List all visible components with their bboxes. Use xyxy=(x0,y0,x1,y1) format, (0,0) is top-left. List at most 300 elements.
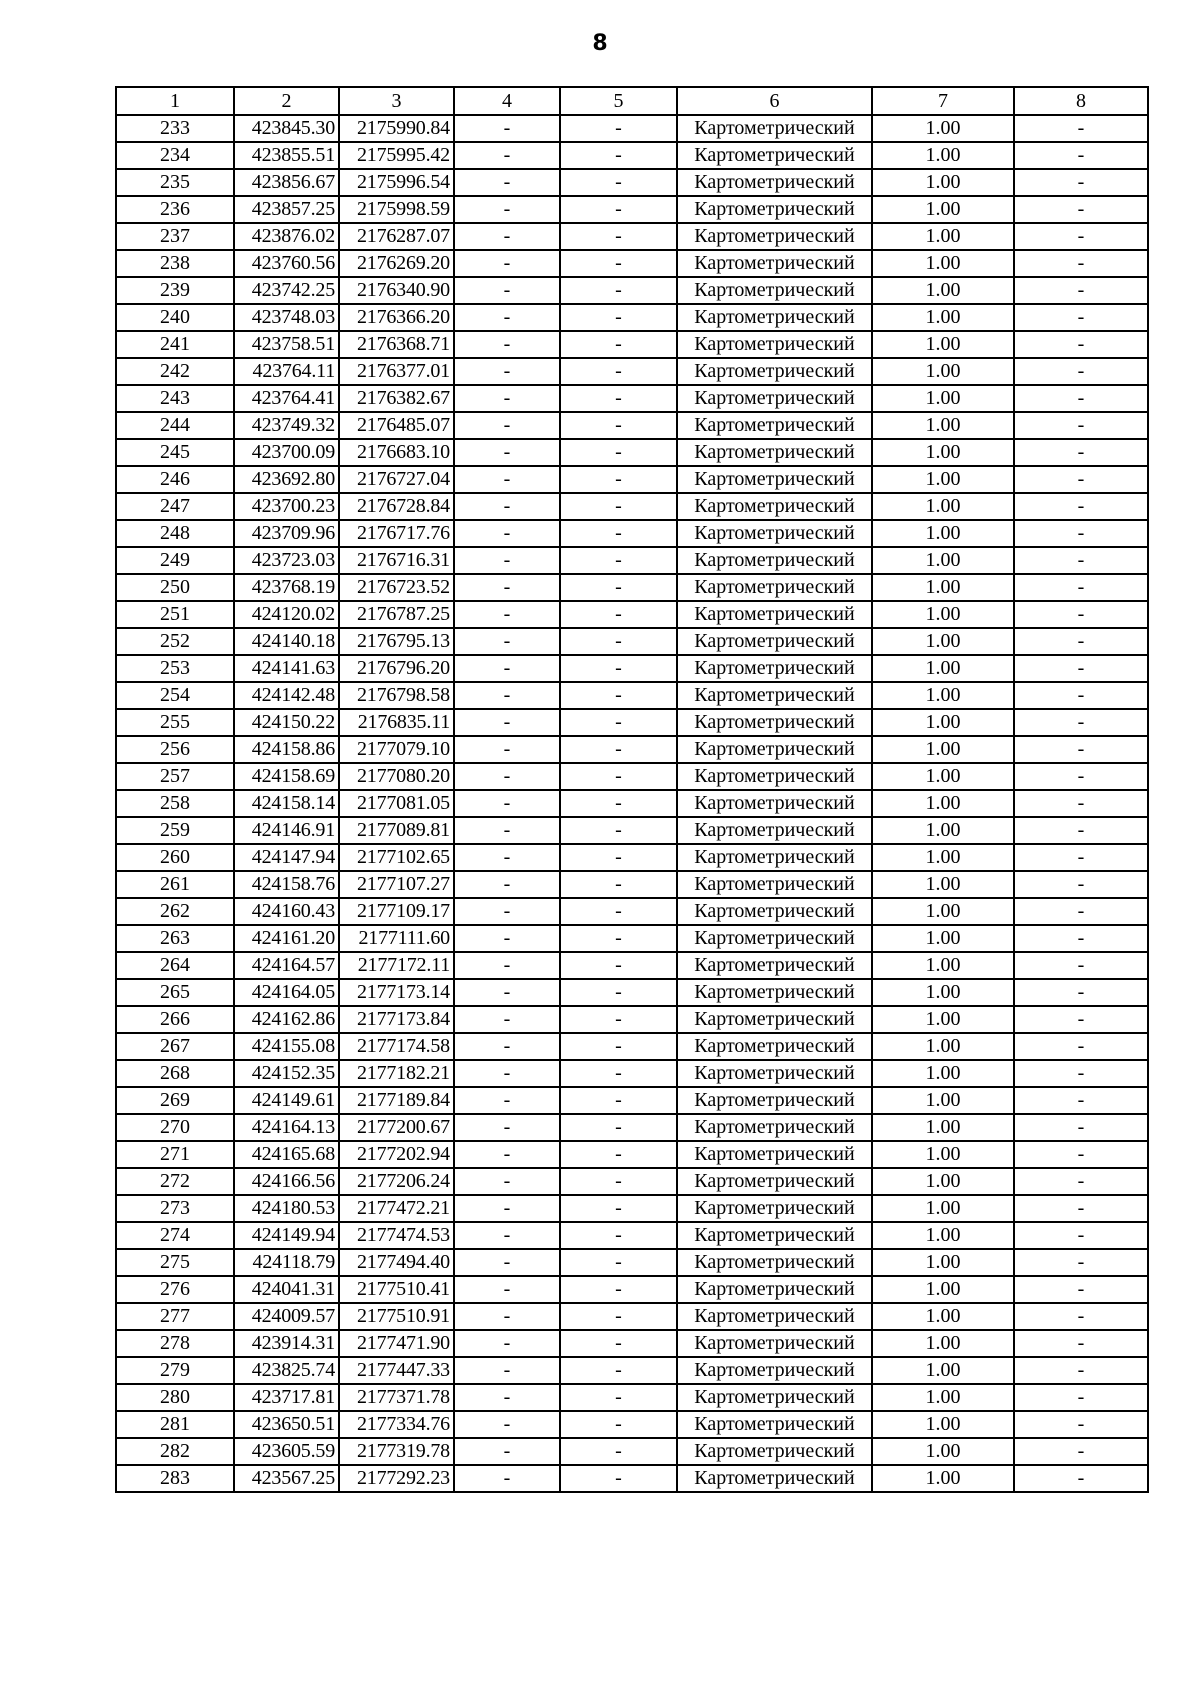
column-8-cell: - xyxy=(1014,520,1148,547)
accuracy-cell: 1.00 xyxy=(872,1006,1014,1033)
y-coordinate-cell: 2177494.40 xyxy=(339,1249,454,1276)
column-8-cell: - xyxy=(1014,601,1148,628)
method-cell: Картометрический xyxy=(677,898,872,925)
method-cell: Картометрический xyxy=(677,142,872,169)
x-coordinate-cell: 423876.02 xyxy=(234,223,339,250)
y-coordinate-cell: 2176368.71 xyxy=(339,331,454,358)
column-5-cell: - xyxy=(560,1357,677,1384)
point-number-cell: 243 xyxy=(116,385,234,412)
y-coordinate-cell: 2175998.59 xyxy=(339,196,454,223)
column-8-cell: - xyxy=(1014,1060,1148,1087)
column-5-cell: - xyxy=(560,169,677,196)
table-row xyxy=(116,196,1148,223)
y-coordinate-cell: 2176340.90 xyxy=(339,277,454,304)
column-5-cell: - xyxy=(560,358,677,385)
point-number-cell: 257 xyxy=(116,763,234,790)
table-row xyxy=(116,979,1148,1006)
y-coordinate-cell: 2176795.13 xyxy=(339,628,454,655)
accuracy-cell: 1.00 xyxy=(872,628,1014,655)
column-4-cell: - xyxy=(454,1303,560,1330)
column-5-cell: - xyxy=(560,223,677,250)
point-number-cell: 248 xyxy=(116,520,234,547)
y-coordinate-cell: 2177202.94 xyxy=(339,1141,454,1168)
column-4-cell: - xyxy=(454,1276,560,1303)
y-coordinate-cell: 2177447.33 xyxy=(339,1357,454,1384)
column-4-cell: - xyxy=(454,250,560,277)
column-8-cell: - xyxy=(1014,223,1148,250)
accuracy-cell: 1.00 xyxy=(872,1438,1014,1465)
table-row xyxy=(116,1276,1148,1303)
table-row xyxy=(116,250,1148,277)
accuracy-cell: 1.00 xyxy=(872,331,1014,358)
x-coordinate-cell: 424164.13 xyxy=(234,1114,339,1141)
y-coordinate-cell: 2176269.20 xyxy=(339,250,454,277)
y-coordinate-cell: 2176835.11 xyxy=(339,709,454,736)
column-8-cell: - xyxy=(1014,1141,1148,1168)
column-4-cell: - xyxy=(454,1087,560,1114)
column-4-cell: - xyxy=(454,1465,560,1492)
y-coordinate-cell: 2176382.67 xyxy=(339,385,454,412)
column-4-cell: - xyxy=(454,1195,560,1222)
y-coordinate-cell: 2176377.01 xyxy=(339,358,454,385)
y-coordinate-cell: 2177111.60 xyxy=(339,925,454,952)
accuracy-cell: 1.00 xyxy=(872,385,1014,412)
column-4-cell: - xyxy=(454,493,560,520)
column-8-cell: - xyxy=(1014,196,1148,223)
column-8-cell: - xyxy=(1014,655,1148,682)
y-coordinate-cell: 2177089.81 xyxy=(339,817,454,844)
point-number-cell: 251 xyxy=(116,601,234,628)
column-4-cell: - xyxy=(454,925,560,952)
column-5-cell: - xyxy=(560,1303,677,1330)
point-number-cell: 267 xyxy=(116,1033,234,1060)
x-coordinate-cell: 423748.03 xyxy=(234,304,339,331)
x-coordinate-cell: 423700.09 xyxy=(234,439,339,466)
table-row xyxy=(116,385,1148,412)
point-number-cell: 233 xyxy=(116,115,234,142)
point-number-cell: 245 xyxy=(116,439,234,466)
column-8-cell: - xyxy=(1014,547,1148,574)
accuracy-cell: 1.00 xyxy=(872,1465,1014,1492)
accuracy-cell: 1.00 xyxy=(872,709,1014,736)
column-5-cell: - xyxy=(560,115,677,142)
column-5-cell: - xyxy=(560,385,677,412)
column-8-cell: - xyxy=(1014,358,1148,385)
point-number-cell: 283 xyxy=(116,1465,234,1492)
accuracy-cell: 1.00 xyxy=(872,1357,1014,1384)
accuracy-cell: 1.00 xyxy=(872,196,1014,223)
method-cell: Картометрический xyxy=(677,1411,872,1438)
column-8-cell: - xyxy=(1014,1168,1148,1195)
method-cell: Картометрический xyxy=(677,466,872,493)
point-number-cell: 269 xyxy=(116,1087,234,1114)
column-5-cell: - xyxy=(560,412,677,439)
point-number-cell: 265 xyxy=(116,979,234,1006)
accuracy-cell: 1.00 xyxy=(872,817,1014,844)
accuracy-cell: 1.00 xyxy=(872,1087,1014,1114)
x-coordinate-cell: 424149.61 xyxy=(234,1087,339,1114)
table-row xyxy=(116,439,1148,466)
method-cell: Картометрический xyxy=(677,223,872,250)
column-8-cell: - xyxy=(1014,1357,1148,1384)
method-cell: Картометрический xyxy=(677,277,872,304)
column-8-cell: - xyxy=(1014,628,1148,655)
method-cell: Картометрический xyxy=(677,1438,872,1465)
table-row xyxy=(116,628,1148,655)
table-row xyxy=(116,466,1148,493)
table-row xyxy=(116,115,1148,142)
accuracy-cell: 1.00 xyxy=(872,412,1014,439)
point-number-cell: 247 xyxy=(116,493,234,520)
y-coordinate-cell: 2176796.20 xyxy=(339,655,454,682)
column-5-cell: - xyxy=(560,1006,677,1033)
table-row xyxy=(116,277,1148,304)
accuracy-cell: 1.00 xyxy=(872,493,1014,520)
accuracy-cell: 1.00 xyxy=(872,763,1014,790)
column-5-cell: - xyxy=(560,493,677,520)
column-5-cell: - xyxy=(560,628,677,655)
table-row xyxy=(116,1033,1148,1060)
table-row xyxy=(116,223,1148,250)
column-4-cell: - xyxy=(454,1384,560,1411)
column-8-cell: - xyxy=(1014,304,1148,331)
y-coordinate-cell: 2176717.76 xyxy=(339,520,454,547)
column-4-cell: - xyxy=(454,277,560,304)
accuracy-cell: 1.00 xyxy=(872,1249,1014,1276)
method-cell: Картометрический xyxy=(677,844,872,871)
x-coordinate-cell: 424146.91 xyxy=(234,817,339,844)
column-5-cell: - xyxy=(560,1222,677,1249)
accuracy-cell: 1.00 xyxy=(872,1168,1014,1195)
column-4-cell: - xyxy=(454,304,560,331)
method-cell: Картометрический xyxy=(677,520,872,547)
x-coordinate-cell: 423760.56 xyxy=(234,250,339,277)
column-8-cell: - xyxy=(1014,169,1148,196)
method-cell: Картометрический xyxy=(677,547,872,574)
y-coordinate-cell: 2177172.11 xyxy=(339,952,454,979)
column-5-cell: - xyxy=(560,1114,677,1141)
point-number-cell: 256 xyxy=(116,736,234,763)
accuracy-cell: 1.00 xyxy=(872,1384,1014,1411)
column-8-cell: - xyxy=(1014,1114,1148,1141)
y-coordinate-cell: 2176798.58 xyxy=(339,682,454,709)
point-number-cell: 277 xyxy=(116,1303,234,1330)
table-row xyxy=(116,169,1148,196)
table-row xyxy=(116,331,1148,358)
accuracy-cell: 1.00 xyxy=(872,1222,1014,1249)
column-4-cell: - xyxy=(454,466,560,493)
method-cell: Картометрический xyxy=(677,1114,872,1141)
table-row xyxy=(116,736,1148,763)
table-row xyxy=(116,790,1148,817)
column-8-cell: - xyxy=(1014,736,1148,763)
x-coordinate-cell: 423709.96 xyxy=(234,520,339,547)
point-number-cell: 254 xyxy=(116,682,234,709)
column-8-cell: - xyxy=(1014,115,1148,142)
table-row xyxy=(116,1249,1148,1276)
method-cell: Картометрический xyxy=(677,574,872,601)
accuracy-cell: 1.00 xyxy=(872,1195,1014,1222)
y-coordinate-cell: 2177102.65 xyxy=(339,844,454,871)
column-4-cell: - xyxy=(454,520,560,547)
x-coordinate-cell: 424158.69 xyxy=(234,763,339,790)
point-number-cell: 252 xyxy=(116,628,234,655)
x-coordinate-cell: 424161.20 xyxy=(234,925,339,952)
method-cell: Картометрический xyxy=(677,439,872,466)
y-coordinate-cell: 2177292.23 xyxy=(339,1465,454,1492)
method-cell: Картометрический xyxy=(677,763,872,790)
accuracy-cell: 1.00 xyxy=(872,952,1014,979)
column-5-cell: - xyxy=(560,871,677,898)
table-row xyxy=(116,547,1148,574)
column-4-cell: - xyxy=(454,682,560,709)
point-number-cell: 281 xyxy=(116,1411,234,1438)
accuracy-cell: 1.00 xyxy=(872,250,1014,277)
point-number-cell: 270 xyxy=(116,1114,234,1141)
column-8-cell: - xyxy=(1014,1033,1148,1060)
column-4-cell: - xyxy=(454,655,560,682)
y-coordinate-cell: 2177174.58 xyxy=(339,1033,454,1060)
column-5-cell: - xyxy=(560,520,677,547)
x-coordinate-cell: 423768.19 xyxy=(234,574,339,601)
accuracy-cell: 1.00 xyxy=(872,1114,1014,1141)
column-5-cell: - xyxy=(560,1033,677,1060)
point-number-cell: 238 xyxy=(116,250,234,277)
accuracy-cell: 1.00 xyxy=(872,142,1014,169)
column-5-cell: - xyxy=(560,547,677,574)
x-coordinate-cell: 424165.68 xyxy=(234,1141,339,1168)
x-coordinate-cell: 423825.74 xyxy=(234,1357,339,1384)
column-4-cell: - xyxy=(454,358,560,385)
method-cell: Картометрический xyxy=(677,196,872,223)
accuracy-cell: 1.00 xyxy=(872,1060,1014,1087)
method-cell: Картометрический xyxy=(677,655,872,682)
column-8-cell: - xyxy=(1014,1384,1148,1411)
table-row xyxy=(116,952,1148,979)
method-cell: Картометрический xyxy=(677,682,872,709)
column-4-cell: - xyxy=(454,844,560,871)
x-coordinate-cell: 424164.05 xyxy=(234,979,339,1006)
column-5-cell: - xyxy=(560,1465,677,1492)
column-5-cell: - xyxy=(560,142,677,169)
method-cell: Картометрический xyxy=(677,871,872,898)
point-number-cell: 263 xyxy=(116,925,234,952)
y-coordinate-cell: 2177200.67 xyxy=(339,1114,454,1141)
method-cell: Картометрический xyxy=(677,736,872,763)
point-number-cell: 282 xyxy=(116,1438,234,1465)
x-coordinate-cell: 424141.63 xyxy=(234,655,339,682)
column-4-cell: - xyxy=(454,142,560,169)
x-coordinate-cell: 423692.80 xyxy=(234,466,339,493)
x-coordinate-cell: 424164.57 xyxy=(234,952,339,979)
table-row xyxy=(116,1438,1148,1465)
method-cell: Картометрический xyxy=(677,1168,872,1195)
column-8-cell: - xyxy=(1014,682,1148,709)
column-8-cell: - xyxy=(1014,331,1148,358)
column-5-cell: - xyxy=(560,1249,677,1276)
y-coordinate-cell: 2177081.05 xyxy=(339,790,454,817)
column-header: 3 xyxy=(339,87,454,115)
x-coordinate-cell: 424041.31 xyxy=(234,1276,339,1303)
point-number-cell: 278 xyxy=(116,1330,234,1357)
column-5-cell: - xyxy=(560,574,677,601)
column-4-cell: - xyxy=(454,628,560,655)
table-row xyxy=(116,1330,1148,1357)
table-row xyxy=(116,871,1148,898)
column-4-cell: - xyxy=(454,790,560,817)
method-cell: Картометрический xyxy=(677,1006,872,1033)
column-4-cell: - xyxy=(454,1330,560,1357)
method-cell: Картометрический xyxy=(677,925,872,952)
column-8-cell: - xyxy=(1014,1438,1148,1465)
point-number-cell: 272 xyxy=(116,1168,234,1195)
table-row xyxy=(116,709,1148,736)
accuracy-cell: 1.00 xyxy=(872,1411,1014,1438)
method-cell: Картометрический xyxy=(677,493,872,520)
y-coordinate-cell: 2177334.76 xyxy=(339,1411,454,1438)
column-4-cell: - xyxy=(454,115,560,142)
column-4-cell: - xyxy=(454,547,560,574)
column-5-cell: - xyxy=(560,682,677,709)
table-row xyxy=(116,1195,1148,1222)
method-cell: Картометрический xyxy=(677,1357,872,1384)
point-number-cell: 241 xyxy=(116,331,234,358)
column-4-cell: - xyxy=(454,898,560,925)
method-cell: Картометрический xyxy=(677,1222,872,1249)
column-8-cell: - xyxy=(1014,1087,1148,1114)
column-5-cell: - xyxy=(560,898,677,925)
column-8-cell: - xyxy=(1014,844,1148,871)
table-row xyxy=(116,763,1148,790)
x-coordinate-cell: 423914.31 xyxy=(234,1330,339,1357)
method-cell: Картометрический xyxy=(677,1303,872,1330)
y-coordinate-cell: 2177206.24 xyxy=(339,1168,454,1195)
column-4-cell: - xyxy=(454,331,560,358)
x-coordinate-cell: 423605.59 xyxy=(234,1438,339,1465)
accuracy-cell: 1.00 xyxy=(872,547,1014,574)
column-8-cell: - xyxy=(1014,790,1148,817)
column-5-cell: - xyxy=(560,196,677,223)
y-coordinate-cell: 2177319.78 xyxy=(339,1438,454,1465)
accuracy-cell: 1.00 xyxy=(872,1303,1014,1330)
x-coordinate-cell: 424150.22 xyxy=(234,709,339,736)
x-coordinate-cell: 424155.08 xyxy=(234,1033,339,1060)
column-5-cell: - xyxy=(560,1060,677,1087)
table-row xyxy=(116,1087,1148,1114)
column-8-cell: - xyxy=(1014,1330,1148,1357)
table-row xyxy=(116,1141,1148,1168)
y-coordinate-cell: 2176287.07 xyxy=(339,223,454,250)
x-coordinate-cell: 424142.48 xyxy=(234,682,339,709)
column-8-cell: - xyxy=(1014,709,1148,736)
method-cell: Картометрический xyxy=(677,1276,872,1303)
y-coordinate-cell: 2177173.14 xyxy=(339,979,454,1006)
method-cell: Картометрический xyxy=(677,601,872,628)
y-coordinate-cell: 2177510.41 xyxy=(339,1276,454,1303)
column-8-cell: - xyxy=(1014,1303,1148,1330)
accuracy-cell: 1.00 xyxy=(872,1033,1014,1060)
accuracy-cell: 1.00 xyxy=(872,1141,1014,1168)
table-row xyxy=(116,520,1148,547)
table-row xyxy=(116,574,1148,601)
x-coordinate-cell: 423855.51 xyxy=(234,142,339,169)
accuracy-cell: 1.00 xyxy=(872,790,1014,817)
column-8-cell: - xyxy=(1014,412,1148,439)
accuracy-cell: 1.00 xyxy=(872,574,1014,601)
column-5-cell: - xyxy=(560,790,677,817)
y-coordinate-cell: 2177371.78 xyxy=(339,1384,454,1411)
point-number-cell: 259 xyxy=(116,817,234,844)
point-number-cell: 255 xyxy=(116,709,234,736)
point-number-cell: 266 xyxy=(116,1006,234,1033)
point-number-cell: 279 xyxy=(116,1357,234,1384)
accuracy-cell: 1.00 xyxy=(872,466,1014,493)
point-number-cell: 264 xyxy=(116,952,234,979)
accuracy-cell: 1.00 xyxy=(872,736,1014,763)
column-4-cell: - xyxy=(454,1249,560,1276)
accuracy-cell: 1.00 xyxy=(872,925,1014,952)
method-cell: Картометрический xyxy=(677,790,872,817)
column-8-cell: - xyxy=(1014,1249,1148,1276)
point-number-cell: 235 xyxy=(116,169,234,196)
point-number-cell: 276 xyxy=(116,1276,234,1303)
column-header: 7 xyxy=(872,87,1014,115)
point-number-cell: 271 xyxy=(116,1141,234,1168)
table-body xyxy=(116,87,1148,1492)
method-cell: Картометрический xyxy=(677,115,872,142)
x-coordinate-cell: 424118.79 xyxy=(234,1249,339,1276)
method-cell: Картометрический xyxy=(677,817,872,844)
y-coordinate-cell: 2176723.52 xyxy=(339,574,454,601)
column-5-cell: - xyxy=(560,655,677,682)
column-8-cell: - xyxy=(1014,385,1148,412)
point-number-cell: 234 xyxy=(116,142,234,169)
method-cell: Картометрический xyxy=(677,1087,872,1114)
method-cell: Картометрический xyxy=(677,1195,872,1222)
column-5-cell: - xyxy=(560,1276,677,1303)
column-5-cell: - xyxy=(560,304,677,331)
table-row xyxy=(116,1006,1148,1033)
table-row xyxy=(116,1114,1148,1141)
column-5-cell: - xyxy=(560,1195,677,1222)
accuracy-cell: 1.00 xyxy=(872,115,1014,142)
column-8-cell: - xyxy=(1014,952,1148,979)
table-row xyxy=(116,1222,1148,1249)
column-5-cell: - xyxy=(560,709,677,736)
accuracy-cell: 1.00 xyxy=(872,844,1014,871)
column-4-cell: - xyxy=(454,1411,560,1438)
y-coordinate-cell: 2177173.84 xyxy=(339,1006,454,1033)
accuracy-cell: 1.00 xyxy=(872,655,1014,682)
column-8-cell: - xyxy=(1014,763,1148,790)
column-5-cell: - xyxy=(560,952,677,979)
x-coordinate-cell: 423742.25 xyxy=(234,277,339,304)
column-5-cell: - xyxy=(560,1330,677,1357)
accuracy-cell: 1.00 xyxy=(872,169,1014,196)
column-5-cell: - xyxy=(560,817,677,844)
column-8-cell: - xyxy=(1014,1411,1148,1438)
point-number-cell: 280 xyxy=(116,1384,234,1411)
y-coordinate-cell: 2177107.27 xyxy=(339,871,454,898)
column-5-cell: - xyxy=(560,1087,677,1114)
y-coordinate-cell: 2177510.91 xyxy=(339,1303,454,1330)
table-row xyxy=(116,1060,1148,1087)
accuracy-cell: 1.00 xyxy=(872,682,1014,709)
y-coordinate-cell: 2177079.10 xyxy=(339,736,454,763)
column-5-cell: - xyxy=(560,331,677,358)
method-cell: Картометрический xyxy=(677,1465,872,1492)
column-5-cell: - xyxy=(560,277,677,304)
